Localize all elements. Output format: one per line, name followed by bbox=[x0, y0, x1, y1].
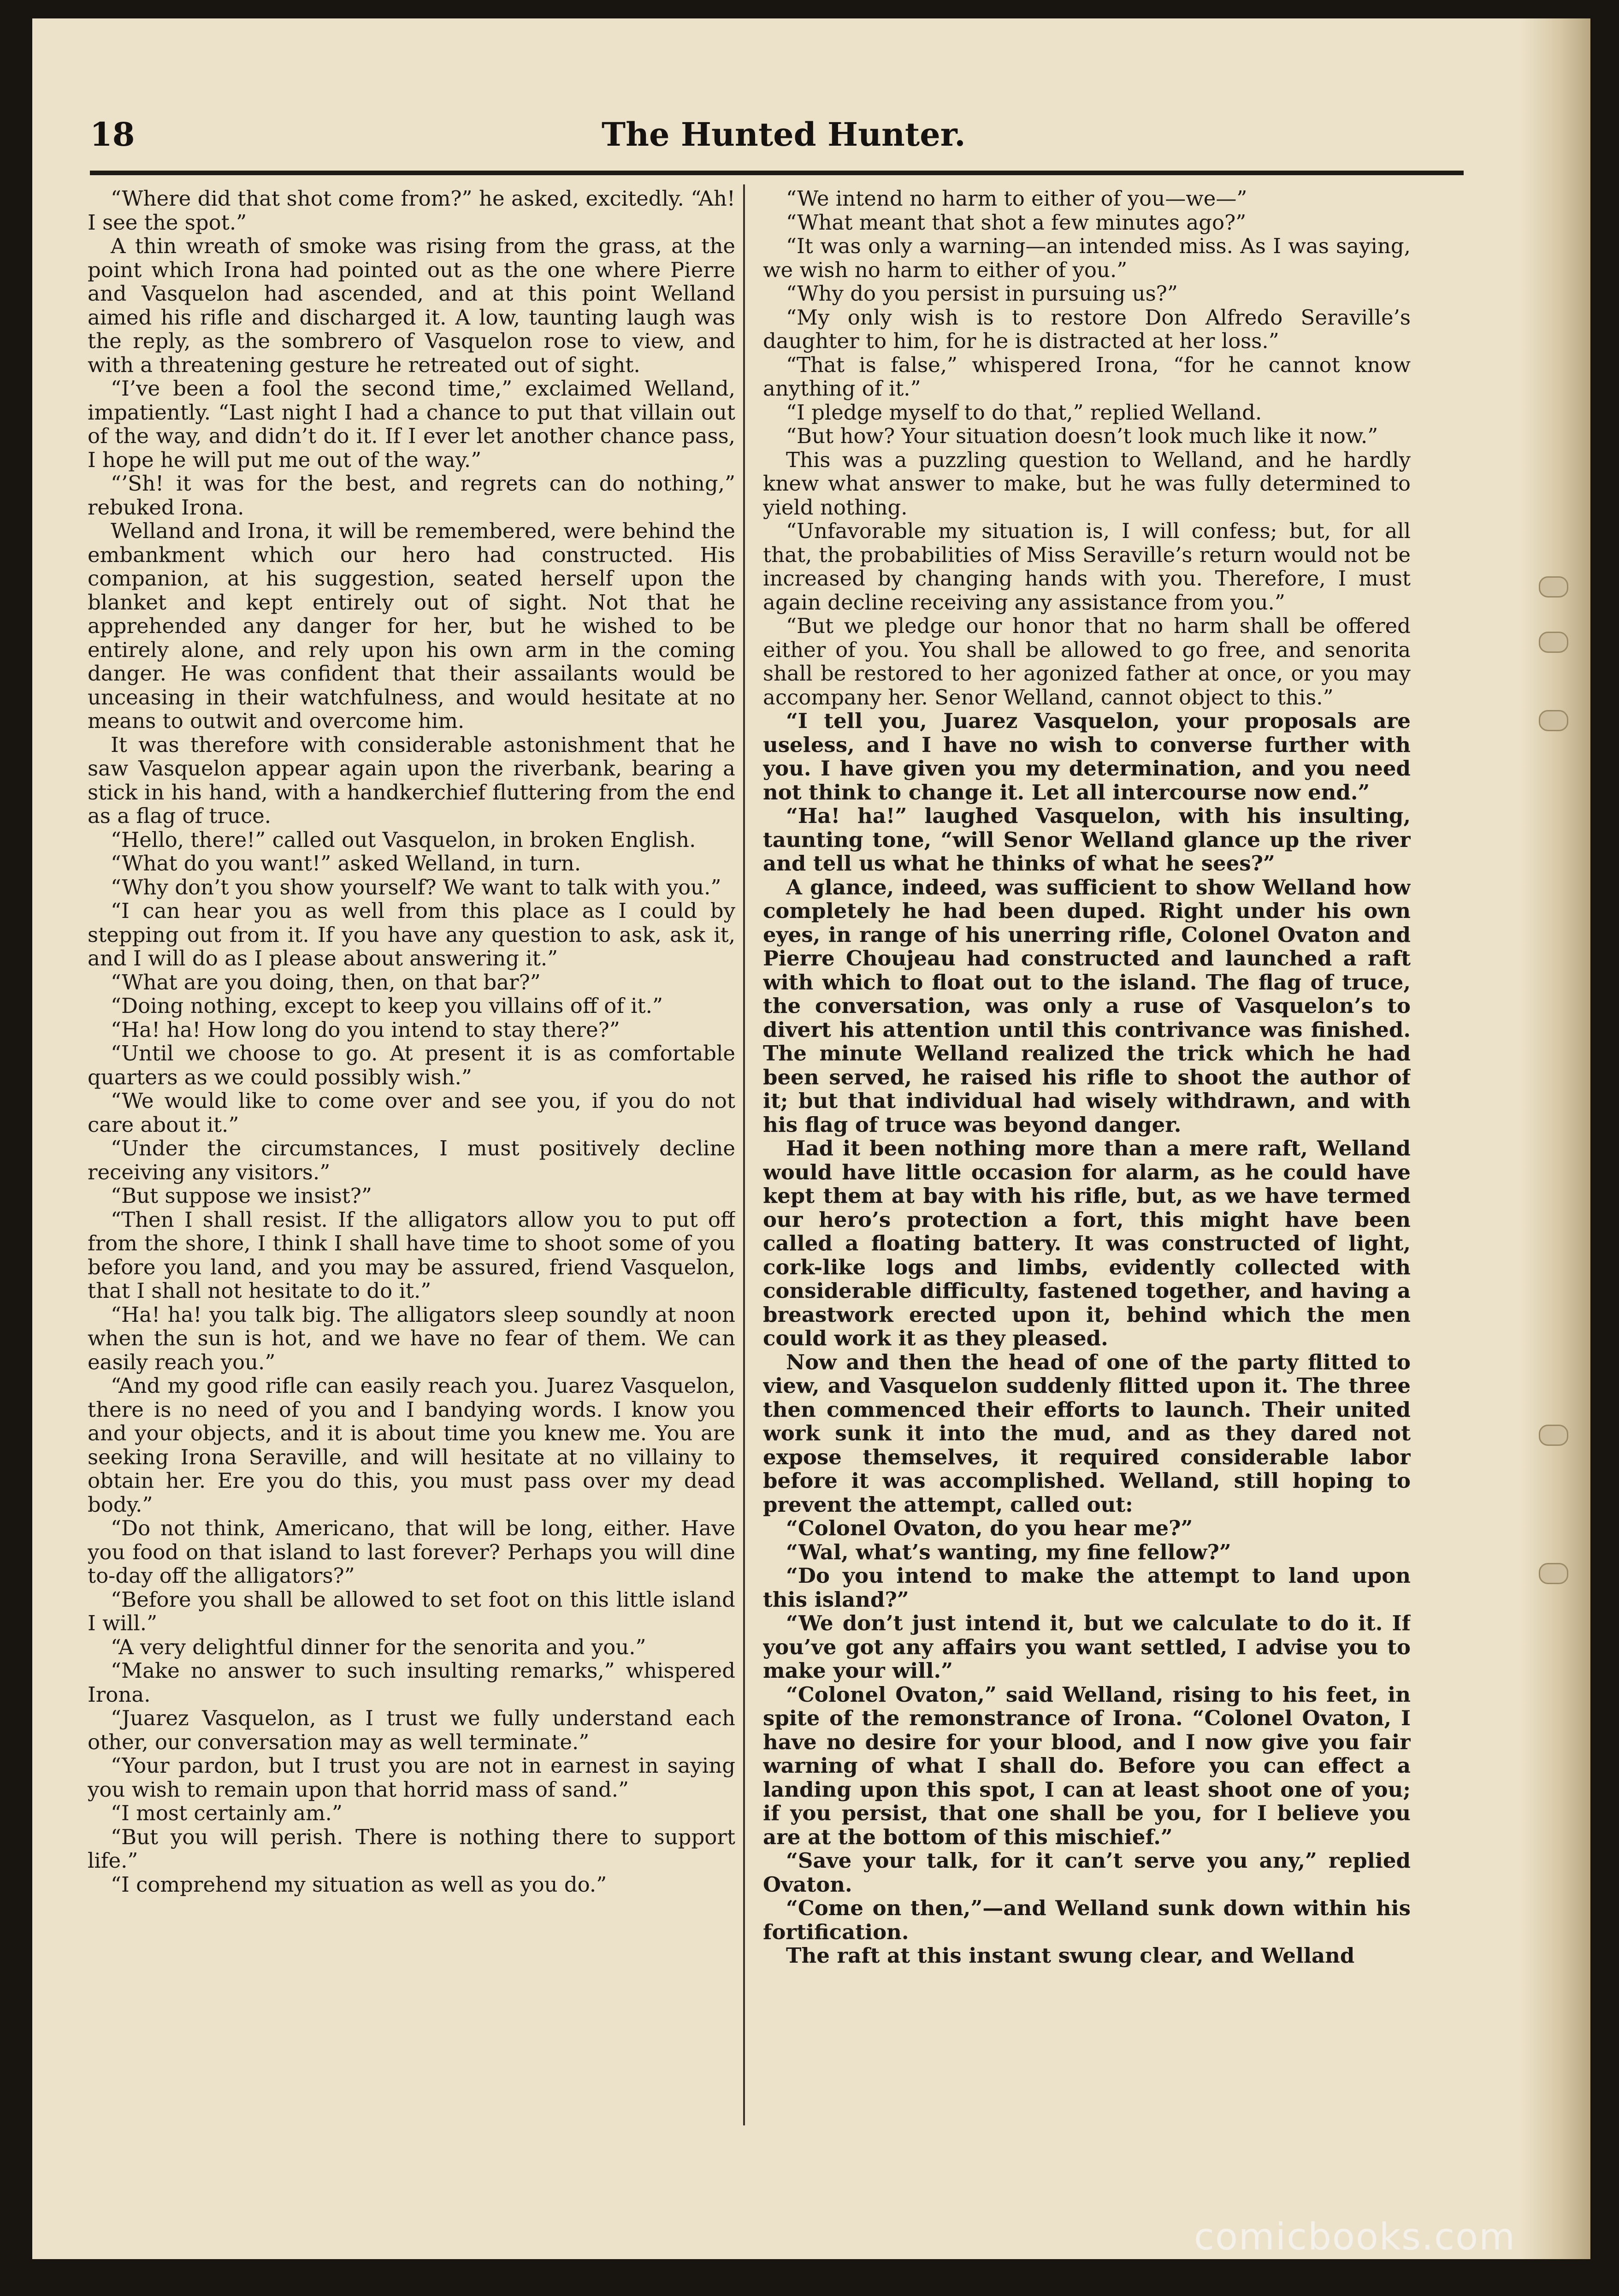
paragraph: “Why do you persist in pursuing us?” bbox=[786, 281, 1178, 306]
paragraph: “I most certainly am.” bbox=[111, 1801, 343, 1825]
paragraph: “Then I shall resist. If the alligators allow you to put off from the shore, I think I shall have time to shoot some of you before you land, and you may be assured, friend Vasquelon, that I shall not hesitate to do it.” bbox=[88, 1207, 735, 1303]
paragraph: “I can hear you as well from this place as I could by stepping out from it. If you have any question to ask, ask it, and I will do as I please about answering it.” bbox=[88, 899, 735, 970]
paragraph: “Unfavorable my situation is, I will confess; but, for all that, the probabilities of Miss Seraville’s return would not be increased by changing hands with you. Therefore, I must again decline receiving any assistance from you.” bbox=[763, 519, 1411, 615]
paragraph: “Before you shall be allowed to set foot on this little island I will.” bbox=[88, 1587, 735, 1635]
paragraph: “But we pledge our honor that no harm shall be offered either of you. You shall be allowed to go free, and senorita shall be restored to her agonized father at once, or you may accompany her. Senor Welland, cannot object to this.” bbox=[763, 614, 1411, 710]
paragraph: “Save your talk, for it can’t serve you any,” replied Ovaton. bbox=[763, 1848, 1411, 1897]
paragraph: “A very delightful dinner for the senorita and you.” bbox=[111, 1634, 646, 1659]
paragraph: The raft at this instant swung clear, and Welland bbox=[786, 1943, 1355, 1968]
paragraph: “Colonel Ovaton, do you hear me?” bbox=[786, 1516, 1193, 1540]
paragraph: “Wal, what’s wanting, my fine fellow?” bbox=[786, 1539, 1231, 1564]
paragraph: “What do you want!” asked Welland, in turn. bbox=[111, 851, 581, 876]
paragraph: “Juarez Vasquelon, as I trust we fully understand each other, our conversation may as well terminate.” bbox=[88, 1706, 735, 1754]
paragraph: A thin wreath of smoke was rising from the grass, at the point which Irona had pointed out as the one where Pierre and Vasquelon had ascended, and at this point Welland aimed his rifle and discharged it. A low, taunting laugh was the reply, as the sombrero of Vasquelon rose to view, and with a threatening gesture he retreated out of sight. bbox=[88, 234, 735, 377]
page-number: 18 bbox=[90, 115, 135, 154]
paragraph: “Do not think, Americano, that will be long, either. Have you food on that island to last forever? Perhaps you will dine to-day off the alligators?” bbox=[88, 1516, 735, 1588]
paragraph: “We would like to come over and see you, if you do not care about it.” bbox=[88, 1089, 735, 1137]
paragraph: “And my good rifle can easily reach you. Juarez Vasquelon, there is no need of you and I bandying words. I know you and your objects, and it is about time you knew me. You are seeking Irona Seraville, and will hesitate at no villainy to obtain her. Ere you do this, you must pass over my dead body.” bbox=[88, 1373, 735, 1517]
paragraph: “What are you doing, then, on that bar?” bbox=[111, 970, 541, 994]
paragraph: Welland and Irona, it will be remembered, were behind the embankment which our hero had constructed. His companion, at his suggestion, seated herself upon the blanket and kept entirely out of sight. Not that he apprehended any danger for her, but he wished to be entirely alone, and rely upon his own arm in the coming danger. He was confident that their assailants would be unceasing in their watchfulness, and would hesitate at no means to outwit and overcome him. bbox=[88, 519, 735, 733]
paragraph: “Where did that shot come from?” he asked, excitedly. “Ah! I see the spot.” bbox=[88, 187, 735, 235]
paragraph: “My only wish is to restore Don Alfredo Seraville’s daughter to him, for he is distracted at her loss.” bbox=[763, 305, 1411, 353]
paragraph: “Ha! ha! you talk big. The alligators sleep soundly at noon when the sun is hot, and we have no fear of them. We can easily reach you.” bbox=[88, 1302, 735, 1374]
paragraph: “Doing nothing, except to keep you villains off of it.” bbox=[111, 994, 663, 1018]
paragraph: A glance, indeed, was sufficient to show Welland how completely he had been duped. Right under his own eyes, in range of his unerring rifle, Colonel Ovaton and Pierre Choujeau had constructed and launched a raft with which to float out to the island. The flag of truce, the conversation, was only a ruse of Vasquelon’s to divert his attention until this contrivance was finished. The minute Welland realized the trick which he had been served, he raised his rifle to shoot the author of it; but that individual had wisely withdrawn, and with his flag of truce was beyond danger. bbox=[763, 875, 1411, 1137]
paragraph: “Ha! ha! How long do you intend to stay there?” bbox=[111, 1017, 620, 1042]
paragraph: “But how? Your situation doesn’t look much like it now.” bbox=[786, 424, 1378, 448]
paragraph: Now and then the head of one of the party flitted to view, and Vasquelon suddenly flitted upon it. The three then commenced their efforts to launch. Their united work sunk it into the mud, and as they dared not expose themselves, it required considerable labor before it was accomplished. Welland, still hoping to prevent the attempt, called out: bbox=[763, 1349, 1411, 1517]
paragraph: It was therefore with considerable astonishment that he saw Vasquelon appear again upon the riverbank, bearing a stick in his hand, with a handkerchief fluttering from the end as a flag of truce. bbox=[88, 732, 735, 828]
column-divider bbox=[743, 184, 745, 2125]
paragraph: “Why don’t you show yourself? We want to talk with you.” bbox=[111, 875, 721, 899]
site-watermark: comicbooks.com bbox=[1194, 2215, 1516, 2258]
paragraph: “Your pardon, but I trust you are not in earnest in saying you wish to remain upon that horrid mass of sand.” bbox=[88, 1753, 735, 1802]
paragraph: “I pledge myself to do that,” replied Welland. bbox=[786, 400, 1262, 425]
running-title: The Hunted Hunter. bbox=[602, 115, 966, 154]
paragraph: “What meant that shot a few minutes ago?” bbox=[786, 210, 1247, 235]
right-column bbox=[763, 187, 1411, 2128]
paragraph: This was a puzzling question to Welland, and he hardly knew what answer to make, but he was fully determined to yield nothing. bbox=[763, 447, 1411, 520]
binding-hole bbox=[1539, 1563, 1568, 1584]
paragraph: Had it been nothing more than a mere raft, Welland would have little occasion for alarm, as he could have kept them at bay with his rifle, but, as we have termed our hero’s protection a fort, this might have been called a floating battery. It was constructed of light, cork-like logs and limbs, evidently collected with considerable difficulty, fastened together, and having a breastwork erected upon it, behind which the men could work it as they pleased. bbox=[763, 1136, 1411, 1350]
paragraph: “I’ve been a fool the second time,” exclaimed Welland, impatiently. “Last night I had a chance to put that villain out of the way, and didn’t do it. If I ever let another chance pass, I hope he will put me out of the way.” bbox=[88, 376, 735, 472]
paragraph: “’Sh! it was for the best, and regrets can do nothing,” rebuked Irona. bbox=[88, 471, 735, 520]
paragraph: “I tell you, Juarez Vasquelon, your proposals are useless, and I have no wish to converse further with you. I have given you my determination, and you need not think to change it. Let all intercourse now end.” bbox=[763, 709, 1411, 805]
paragraph: “Ha! ha!” laughed Vasquelon, with his insulting, taunting tone, “will Senor Welland glance up the river and tell us what he thinks of what he sees?” bbox=[763, 804, 1411, 876]
paragraph: “We intend no harm to either of you—we—” bbox=[786, 187, 1247, 211]
paragraph: “But suppose we insist?” bbox=[111, 1184, 372, 1208]
paragraph: “Until we choose to go. At present it is as comfortable quarters as we could possibly wish.” bbox=[88, 1041, 735, 1089]
paragraph: “Make no answer to such insulting remarks,” whispered Irona. bbox=[88, 1658, 735, 1707]
paragraph: “That is false,” whispered Irona, “for he cannot know anything of it.” bbox=[763, 352, 1411, 401]
left-column bbox=[88, 187, 735, 2128]
paragraph: “But you will perish. There is nothing there to support life.” bbox=[88, 1824, 735, 1873]
binding-hole bbox=[1539, 1425, 1568, 1446]
paragraph: “It was only a warning—an intended miss. As I was saying, we wish no harm to either of you.” bbox=[763, 234, 1411, 282]
binding-hole bbox=[1539, 710, 1568, 731]
paragraph: “Do you intend to make the attempt to land upon this island?” bbox=[763, 1563, 1411, 1612]
page-header bbox=[90, 115, 1464, 157]
page-edge-shadow bbox=[1521, 18, 1590, 2259]
paragraph: “I comprehend my situation as well as you do.” bbox=[111, 1872, 607, 1897]
header-rule bbox=[90, 171, 1464, 175]
binding-hole bbox=[1539, 576, 1568, 598]
paragraph: “Hello, there!” called out Vasquelon, in broken English. bbox=[111, 827, 696, 852]
paragraph: “We don’t just intend it, but we calculate to do it. If you’ve got any affairs you want settled, I advise you to make your will.” bbox=[763, 1611, 1411, 1683]
paragraph: “Come on then,”—and Welland sunk down within his fortification. bbox=[763, 1896, 1411, 1944]
paragraph: “Under the circumstances, I must positively decline receiving any visitors.” bbox=[88, 1136, 735, 1184]
binding-hole bbox=[1539, 632, 1568, 653]
paragraph: “Colonel Ovaton,” said Welland, rising to his feet, in spite of the remonstrance of Irona. “Colonel Ovaton, I have no desire for your blood, and I now give you fair warning of what I shall do. Before you can effect a landing upon this spot, I can at least shoot one of you; if you persist, that one shall be you, for I believe you are at the bottom of this mischief.” bbox=[763, 1682, 1411, 1849]
